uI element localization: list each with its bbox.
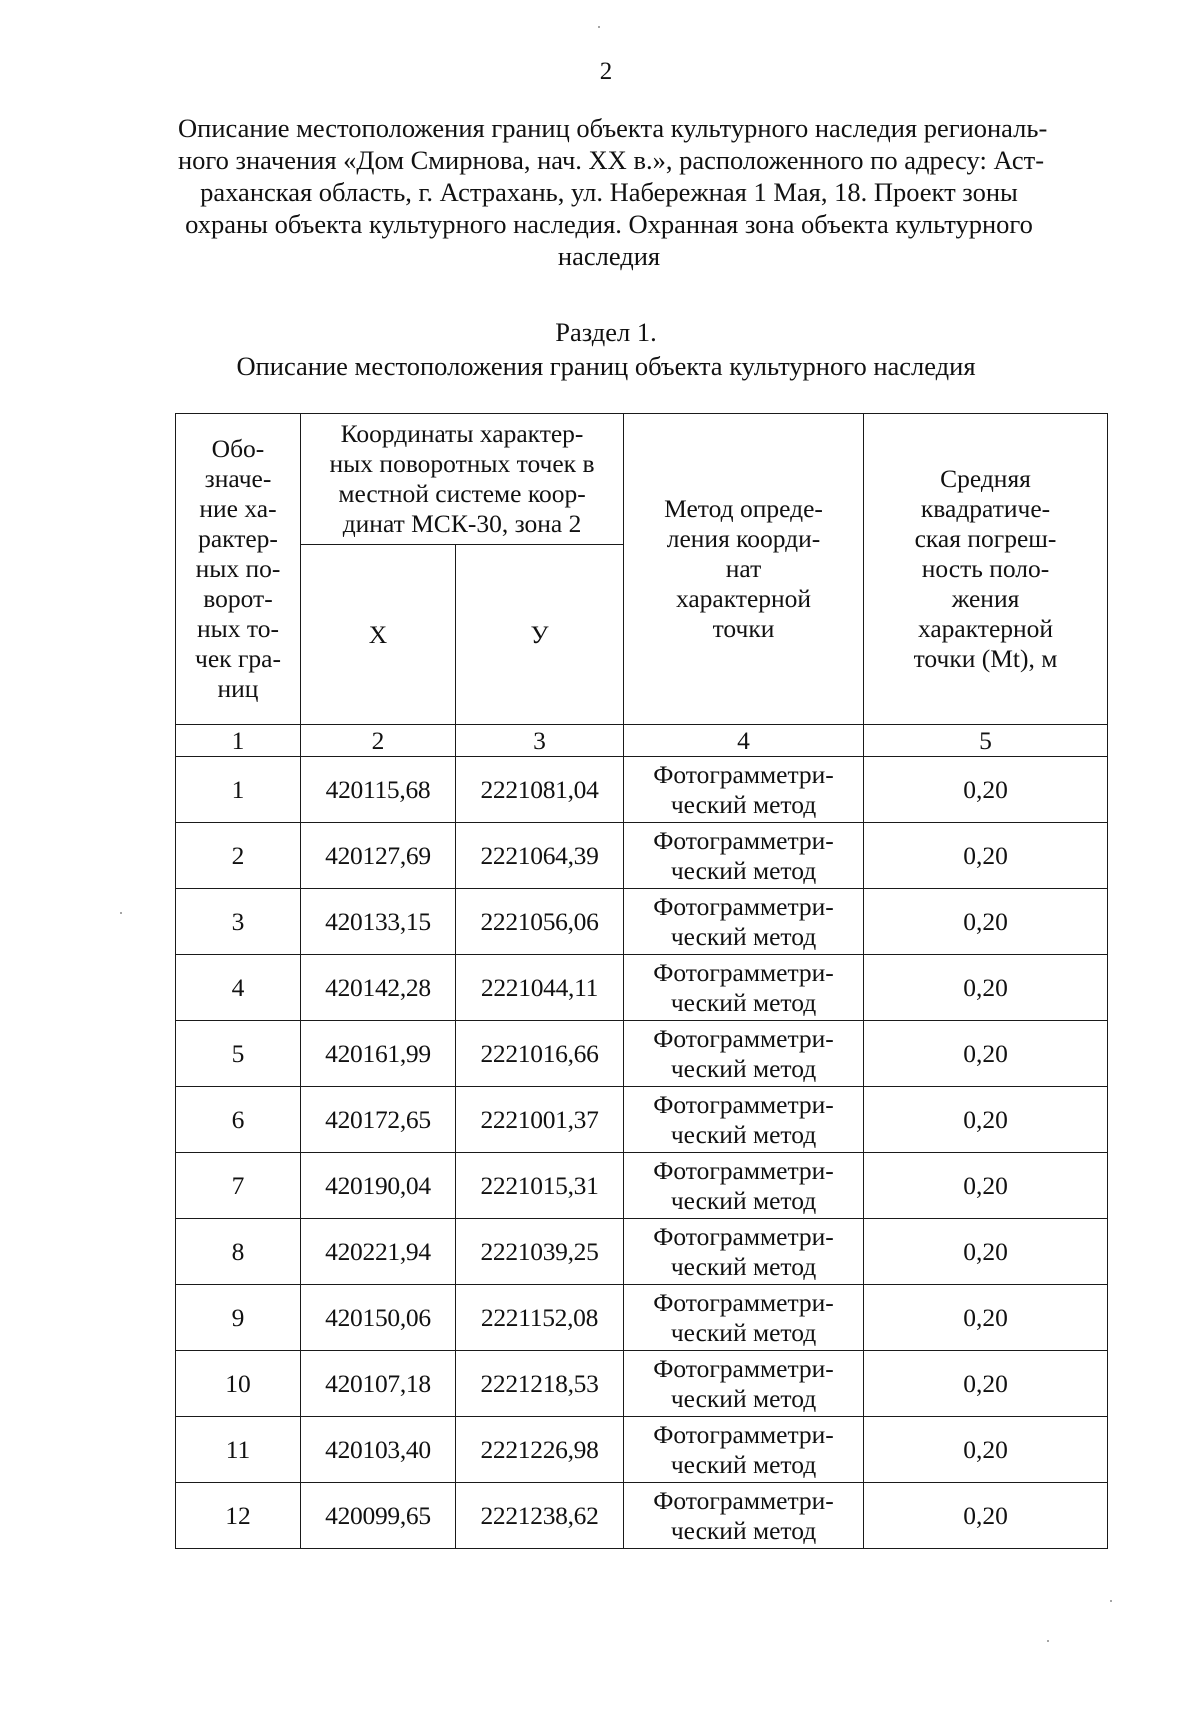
x-coordinate-cell: 420099,65 [301, 1483, 456, 1549]
method-line: ческий метод [670, 1251, 817, 1281]
method-line: ческий метод [670, 1449, 817, 1479]
section-title: Описание местоположения границ объекта культурного наследия [236, 351, 976, 381]
scan-speck [1110, 1600, 1112, 1602]
x-coordinate-cell: 420150,06 [301, 1285, 456, 1351]
mean-error-cell: 0,20 [864, 955, 1108, 1021]
x-coordinate-cell: 420103,40 [301, 1417, 456, 1483]
method-cell [624, 757, 864, 823]
table-row [176, 1021, 1108, 1087]
method-line: ческий метод [670, 987, 817, 1017]
x-coordinate-cell: 420190,04 [301, 1153, 456, 1219]
x-coordinate-cell: 420172,65 [301, 1087, 456, 1153]
table-row [176, 1285, 1108, 1351]
method-line: ческий метод [670, 1515, 817, 1545]
mean-error-cell: 0,20 [864, 1021, 1108, 1087]
coordinates-table [175, 413, 1108, 1549]
point-number-cell: 5 [176, 1021, 301, 1087]
point-number-cell: 12 [176, 1483, 301, 1549]
mean-error-cell: 0,20 [864, 1219, 1108, 1285]
table-row [176, 1153, 1108, 1219]
mean-error-cell: 0,20 [864, 889, 1108, 955]
column-number: 5 [864, 725, 1108, 757]
method-cell [624, 1087, 864, 1153]
header-x: X [301, 545, 456, 725]
mean-error-cell: 0,20 [864, 1417, 1108, 1483]
x-coordinate-cell: 420221,94 [301, 1219, 456, 1285]
method-cell [624, 1351, 864, 1417]
mean-error-cell: 0,20 [864, 1087, 1108, 1153]
y-coordinate-cell: 2221056,06 [456, 889, 624, 955]
column-number: 1 [176, 725, 301, 757]
method-line: Фотограмметри- [653, 1221, 834, 1251]
title-line: охраны объекта культурного наследия. Охранная зона объекта культурного [185, 209, 1033, 239]
section-label: Раздел 1. [555, 317, 657, 347]
method-line: ческий метод [670, 1119, 817, 1149]
header-method: Метод опреде- ления коорди- нат характерной точки [624, 414, 864, 725]
y-coordinate-cell: 2221044,11 [456, 955, 624, 1021]
method-cell [624, 1153, 864, 1219]
method-cell [624, 1021, 864, 1087]
scan-speck [1047, 1640, 1049, 1642]
y-coordinate-cell: 2221152,08 [456, 1285, 624, 1351]
method-cell [624, 1483, 864, 1549]
method-line: ческий метод [670, 1053, 817, 1083]
point-number-cell: 10 [176, 1351, 301, 1417]
y-coordinate-cell: 2221218,53 [456, 1351, 624, 1417]
x-coordinate-cell: 420127,69 [301, 823, 456, 889]
y-coordinate-cell: 2221015,31 [456, 1153, 624, 1219]
column-number: 4 [624, 725, 864, 757]
method-line: ческий метод [670, 855, 817, 885]
method-line: Фотограмметри- [653, 1353, 834, 1383]
method-line: Фотограмметри- [653, 1023, 834, 1053]
method-line: Фотограмметри- [653, 759, 834, 789]
point-number-cell: 2 [176, 823, 301, 889]
method-cell [624, 1285, 864, 1351]
page-number: 2 [599, 58, 613, 85]
column-number-row [176, 725, 1108, 757]
title-line: Описание местоположения границ объекта культурного наследия региональ- [178, 113, 1048, 143]
method-line: ческий метод [670, 789, 817, 819]
y-coordinate-cell: 2221238,62 [456, 1483, 624, 1549]
mean-error-cell: 0,20 [864, 1153, 1108, 1219]
method-line: ческий метод [670, 1383, 817, 1413]
mean-error-cell: 0,20 [864, 1285, 1108, 1351]
method-line: Фотограмметри- [653, 891, 834, 921]
method-line: Фотограмметри- [653, 957, 834, 987]
x-coordinate-cell: 420107,18 [301, 1351, 456, 1417]
x-coordinate-cell: 420115,68 [301, 757, 456, 823]
table-row [176, 1219, 1108, 1285]
method-cell [624, 1219, 864, 1285]
y-coordinate-cell: 2221001,37 [456, 1087, 624, 1153]
point-number-cell: 6 [176, 1087, 301, 1153]
table-row [176, 1417, 1108, 1483]
y-coordinate-cell: 2221016,66 [456, 1021, 624, 1087]
method-cell [624, 823, 864, 889]
title-line: раханская область, г. Астрахань, ул. Набережная 1 Мая, 18. Проект зоны [200, 177, 1018, 207]
x-coordinate-cell: 420133,15 [301, 889, 456, 955]
scan-speck [598, 26, 600, 28]
header-designation: Обо- значе- ние ха- рактер- ных по- ворот- ных то- чек гра- ниц [176, 414, 301, 725]
point-number-cell: 11 [176, 1417, 301, 1483]
table-row [176, 757, 1108, 823]
document-title [178, 112, 1048, 272]
title-line: ного значения «Дом Смирнова, нач. XX в.», расположенного по адресу: Аст- [178, 145, 1045, 175]
table-row [176, 1087, 1108, 1153]
method-line: Фотограмметри- [653, 1419, 834, 1449]
method-cell [624, 955, 864, 1021]
method-line: Фотограмметри- [653, 825, 834, 855]
mean-error-cell: 0,20 [864, 823, 1108, 889]
point-number-cell: 9 [176, 1285, 301, 1351]
y-coordinate-cell: 2221039,25 [456, 1219, 624, 1285]
mean-error-cell: 0,20 [864, 1351, 1108, 1417]
method-line: Фотограмметри- [653, 1287, 834, 1317]
header-y: У [456, 545, 624, 725]
y-coordinate-cell: 2221226,98 [456, 1417, 624, 1483]
column-number: 2 [301, 725, 456, 757]
mean-error-cell: 0,20 [864, 1483, 1108, 1549]
mean-error-cell: 0,20 [864, 757, 1108, 823]
header-coordinates: Координаты характер- ных поворотных точек в местной системе коор- динат МСК-30, зона 2 [301, 414, 624, 545]
y-coordinate-cell: 2221064,39 [456, 823, 624, 889]
table-row [176, 889, 1108, 955]
method-line: Фотограмметри- [653, 1089, 834, 1119]
point-number-cell: 8 [176, 1219, 301, 1285]
column-number: 3 [456, 725, 624, 757]
header-mean-error: Средняя квадратиче- ская погреш- ность поло- жения характерной точки (Mt), м [864, 414, 1108, 725]
x-coordinate-cell: 420142,28 [301, 955, 456, 1021]
method-line: ческий метод [670, 1185, 817, 1215]
point-number-cell: 7 [176, 1153, 301, 1219]
title-line: наследия [557, 241, 661, 271]
table-body [176, 757, 1108, 1549]
x-coordinate-cell: 420161,99 [301, 1021, 456, 1087]
method-line: ческий метод [670, 921, 817, 951]
table-row [176, 823, 1108, 889]
table-row [176, 1483, 1108, 1549]
method-line: Фотограмметри- [653, 1485, 834, 1515]
table-row [176, 1351, 1108, 1417]
y-coordinate-cell: 2221081,04 [456, 757, 624, 823]
table-header-row [176, 414, 1108, 545]
method-cell [624, 889, 864, 955]
point-number-cell: 4 [176, 955, 301, 1021]
scan-speck [120, 912, 122, 914]
table-row [176, 955, 1108, 1021]
method-cell [624, 1417, 864, 1483]
point-number-cell: 3 [176, 889, 301, 955]
method-line: Фотограмметри- [653, 1155, 834, 1185]
point-number-cell: 1 [176, 757, 301, 823]
method-line: ческий метод [670, 1317, 817, 1347]
